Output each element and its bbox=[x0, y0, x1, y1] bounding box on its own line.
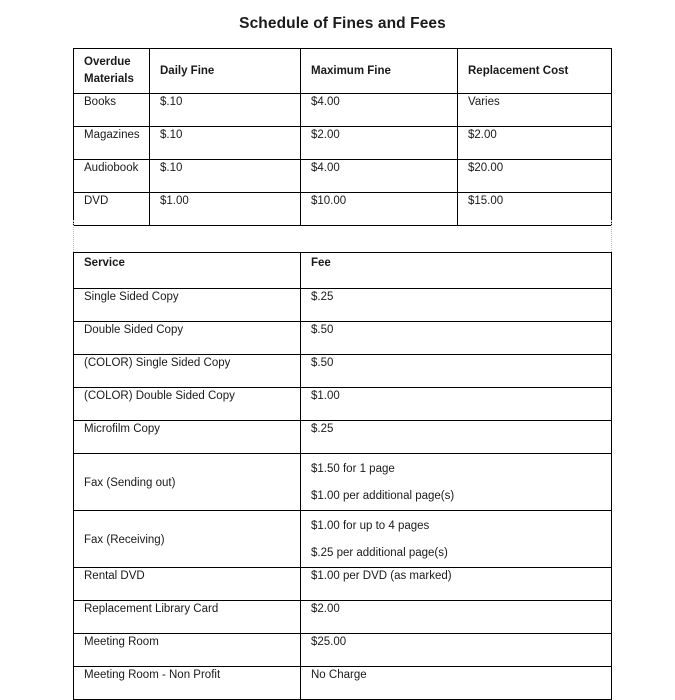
replacement-cost-cell: Varies bbox=[458, 94, 612, 127]
service-cell: Meeting Room bbox=[74, 634, 301, 667]
table-row bbox=[74, 160, 612, 193]
material-cell: Audiobook bbox=[74, 160, 150, 193]
daily-fine-cell: $.10 bbox=[150, 127, 301, 160]
header-service: Service bbox=[74, 253, 301, 289]
material-cell: DVD bbox=[74, 193, 150, 226]
material-cell: Books bbox=[74, 94, 150, 127]
table-row bbox=[74, 322, 612, 355]
fee-cell: $.50 bbox=[301, 355, 612, 388]
header-daily-fine: Daily Fine bbox=[150, 49, 301, 94]
fee-cell: No Charge bbox=[301, 667, 612, 700]
fee-cell: $.50 bbox=[301, 322, 612, 355]
fee-line: $1.00 for up to 4 pages bbox=[311, 520, 430, 532]
header-replacement-cost: Replacement Cost bbox=[458, 49, 612, 94]
fee-cell bbox=[301, 511, 612, 568]
service-cell: Microfilm Copy bbox=[74, 421, 301, 454]
table-gap bbox=[73, 220, 612, 252]
material-cell: Magazines bbox=[74, 127, 150, 160]
maximum-fine-cell: $10.00 bbox=[301, 193, 458, 226]
service-cell: Replacement Library Card bbox=[74, 601, 301, 634]
table-row bbox=[74, 289, 612, 322]
service-cell: Fax (Sending out) bbox=[74, 454, 301, 511]
table-row bbox=[74, 667, 612, 700]
daily-fine-cell: $.10 bbox=[150, 160, 301, 193]
table-row bbox=[74, 94, 612, 127]
table-row bbox=[74, 388, 612, 421]
service-cell: Meeting Room - Non Profit bbox=[74, 667, 301, 700]
daily-fine-cell: $.10 bbox=[150, 94, 301, 127]
maximum-fine-cell: $2.00 bbox=[301, 127, 458, 160]
fee-line: $.25 per additional page(s) bbox=[311, 547, 448, 559]
fee-cell: $1.00 per DVD (as marked) bbox=[301, 568, 612, 601]
service-cell: Fax (Receiving) bbox=[74, 511, 301, 568]
document-title: Schedule of Fines and Fees bbox=[239, 15, 446, 32]
fines-header-row bbox=[74, 49, 612, 94]
fees-table bbox=[73, 252, 612, 700]
service-cell: (COLOR) Single Sided Copy bbox=[74, 355, 301, 388]
table-row bbox=[74, 568, 612, 601]
fines-table bbox=[73, 48, 612, 226]
fee-cell: $1.00 bbox=[301, 388, 612, 421]
replacement-cost-cell: $20.00 bbox=[458, 160, 612, 193]
header-fee: Fee bbox=[301, 253, 612, 289]
daily-fine-cell: $1.00 bbox=[150, 193, 301, 226]
table-row bbox=[74, 355, 612, 388]
header-overdue-materials: Overdue Materials bbox=[74, 49, 150, 94]
replacement-cost-cell: $2.00 bbox=[458, 127, 612, 160]
fee-cell: $.25 bbox=[301, 289, 612, 322]
service-cell: (COLOR) Double Sided Copy bbox=[74, 388, 301, 421]
table-row bbox=[74, 511, 612, 568]
fee-line: $1.00 per additional page(s) bbox=[311, 490, 455, 502]
service-cell: Double Sided Copy bbox=[74, 322, 301, 355]
service-cell: Rental DVD bbox=[74, 568, 301, 601]
fees-header-row bbox=[74, 253, 612, 289]
fee-cell: $.25 bbox=[301, 421, 612, 454]
table-row bbox=[74, 634, 612, 667]
table-row bbox=[74, 421, 612, 454]
fee-cell bbox=[301, 454, 612, 511]
table-row bbox=[74, 601, 612, 634]
table-row bbox=[74, 454, 612, 511]
replacement-cost-cell: $15.00 bbox=[458, 193, 612, 226]
fee-line: $1.50 for 1 page bbox=[311, 463, 395, 475]
fee-cell: $25.00 bbox=[301, 634, 612, 667]
maximum-fine-cell: $4.00 bbox=[301, 160, 458, 193]
table-row bbox=[74, 127, 612, 160]
header-maximum-fine: Maximum Fine bbox=[301, 49, 458, 94]
fee-cell: $2.00 bbox=[301, 601, 612, 634]
maximum-fine-cell: $4.00 bbox=[301, 94, 458, 127]
service-cell: Single Sided Copy bbox=[74, 289, 301, 322]
